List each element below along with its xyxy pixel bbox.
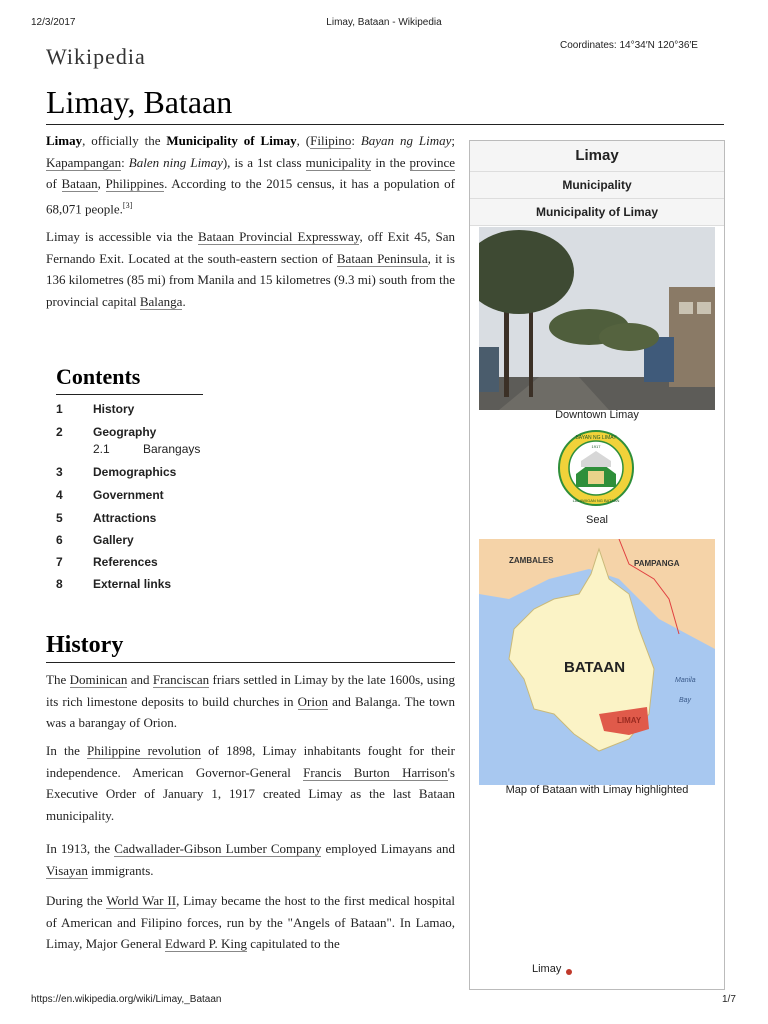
link-kapampangan[interactable]: Kapampangan [46,154,122,170]
toc-number: 7 [56,555,63,569]
text-run: . According to the 2015 census, it has a population of 68,071 people. [46,176,455,216]
link-world-war-ii[interactable]: World War II [106,893,177,908]
toc-number: 4 [56,488,63,502]
map-label-pampanga: PAMPANGA [634,559,680,568]
toc-number: 8 [56,577,63,591]
map-label-zambales: ZAMBALES [509,556,554,565]
text-run: , Limay became the host to the first medical hospital of American and Filipino forces, run by the "Angels of Bataan". In Lamao, Limay, Major General [46,893,455,951]
seal-text-top: BAYAN NG LIMAY [575,435,617,441]
link-orion[interactable]: Orion [297,693,328,709]
link-philippines[interactable]: Philippines [105,176,165,191]
location-dot-icon [566,969,572,975]
seal-text-bottom: LALAWIGAN NG BATAAN [572,498,620,503]
toc-number: 2 [56,425,63,439]
downtown-limay-photo[interactable] [479,227,715,410]
toc-label: Barangays [143,442,201,456]
municipal-seal[interactable] [557,429,635,507]
history-heading: History [46,632,124,658]
toc-number: 5 [56,511,63,525]
coordinates[interactable]: Coordinates: 14°34′N 120°36′E [560,40,698,51]
text-run: , ( [296,133,311,148]
window [697,302,711,314]
history-paragraph-1 [46,669,455,734]
toc-divider [56,394,203,395]
map-label-bataan: BATAAN [564,659,626,676]
text-run: and Balanga. The town was a barangay of Orion. [46,693,455,730]
text-run: , off Exit 45, San Fernando Exit. Located at the south-eastern section of [46,229,456,266]
toc-item-references[interactable] [56,555,158,571]
official-name: Municipality of Limay [166,133,297,148]
infobox-type: Municipality [470,172,724,199]
text-run: : [121,154,129,170]
text-run: : [351,133,361,148]
toc-label: Attractions [93,511,157,525]
toc-item-barangays[interactable] [93,442,200,456]
text-run: . [182,293,186,309]
title-divider [46,124,724,125]
link-lumber-company[interactable]: Cadwallader-Gibson Lumber Company [114,841,322,856]
link-dominican[interactable]: Dominican [69,672,128,687]
link-province[interactable]: province [409,154,456,170]
text-run: and [127,672,153,687]
map-caption: Map of Bataan with Limay highlighted [505,784,689,796]
tree-canopy [599,323,659,351]
wikipedia-logo[interactable]: Wikipedia [46,44,146,69]
photo-caption: Downtown Limay [555,409,639,421]
toc-item-gallery[interactable] [56,533,134,549]
text-run: Limay is accessible via the [46,229,198,244]
toc-label: Gallery [93,533,134,547]
toc-number: 1 [56,402,63,416]
toc-label: History [93,402,135,416]
location-label: Limay [532,963,562,975]
toc-number: 2.1 [93,442,110,456]
toc-item-government[interactable] [56,488,164,504]
link-bataan[interactable]: Bataan [61,176,98,191]
map-label-manila: Manila [675,677,696,684]
link-expressway[interactable]: Bataan Provincial Expressway [198,229,360,244]
intro-paragraph-1 [46,130,455,219]
link-franciscan[interactable]: Franciscan [152,672,210,687]
toc-title: Contents [56,364,141,389]
locator-map[interactable] [479,539,715,785]
link-francis-burton-harrison[interactable]: Francis Burton Harrison [303,764,448,780]
toc-item-history[interactable] [56,402,134,418]
text-run: friars settled in Limay by the late 1600s, using its rich limestone deposits to build churches in [46,672,455,709]
text-run: , it is 136 kilometres (85 mi) from Manila and 15 kilometres (9.3 mi) south from the provincial capital [46,250,455,309]
infobox-title: Limay [470,141,724,172]
text-run: immigrants. [87,862,154,878]
toc-label: Government [93,488,164,502]
link-visayan[interactable]: Visayan [46,862,88,878]
seal-caption: Seal [585,514,609,526]
wall [479,347,499,392]
text-run: capitulated to the [246,936,340,951]
text-run: in the [371,154,410,170]
filipino-name: Bayan ng Limay [360,133,452,148]
text-run: During the [46,893,107,908]
text-run: of [46,176,62,191]
page-title: Limay, Bataan [46,84,233,120]
text-run: , [97,176,106,191]
toc-item-external-links[interactable] [56,577,171,593]
text-run: , officially the [82,133,167,148]
link-balanga[interactable]: Balanga [139,293,183,309]
history-paragraph-4 [46,890,455,955]
toc-item-geography[interactable] [56,425,156,441]
toc-label: References [93,555,158,569]
toc-number: 3 [56,465,63,479]
window [679,302,693,314]
link-municipality[interactable]: municipality [305,154,372,170]
intro-paragraph-2 [46,226,455,312]
toc-item-demographics[interactable] [56,465,176,481]
link-edward-p-king[interactable]: Edward P. King [165,936,247,951]
map-label-bay: Bay [679,697,692,704]
toc-number: 6 [56,533,63,547]
history-paragraph-2 [46,740,455,826]
print-date: 12/3/2017 [31,17,76,28]
infobox [469,140,725,990]
text-run: of 1898, Limay inhabitants fought for their independence. American Governor-General [46,743,455,780]
infobox-official-name: Municipality of Limay [470,199,724,226]
print-page-title: Limay, Bataan - Wikipedia [326,17,442,28]
text-run: ), is a 1st class [222,154,306,170]
text-run: employed Limayans and [321,841,455,856]
link-bataan-peninsula[interactable]: Bataan Peninsula [336,250,428,266]
toc-label: Demographics [93,465,177,479]
link-philippine-revolution[interactable]: Philippine revolution [87,743,202,758]
toc-label: External links [93,577,172,591]
text-run: In 1913, the [46,841,115,856]
reference-3[interactable]: [3] [122,200,133,210]
text-run: ; [451,133,455,148]
text-run: The [46,672,70,687]
text-run: 's Executive Order of January 1, 1917 created Limay as the last Bataan municipality. [46,764,455,823]
text-run: In the [46,743,87,758]
toc-item-attractions[interactable] [56,511,156,527]
seal-shield [588,471,604,484]
history-paragraph-3 [46,838,455,881]
article-subject: Limay [46,133,83,148]
kapampangan-name: Balen ning Limay [128,154,223,170]
history-divider [46,662,455,663]
print-page-number: 1/7 [722,994,736,1005]
print-url: https://en.wikipedia.org/wiki/Limay,_Bataan [31,994,222,1005]
link-filipino[interactable]: Filipino [310,133,352,148]
toc-label: Geography [93,425,157,439]
seal-year: 1917 [591,444,601,449]
map-label-limay: LIMAY [617,716,642,725]
